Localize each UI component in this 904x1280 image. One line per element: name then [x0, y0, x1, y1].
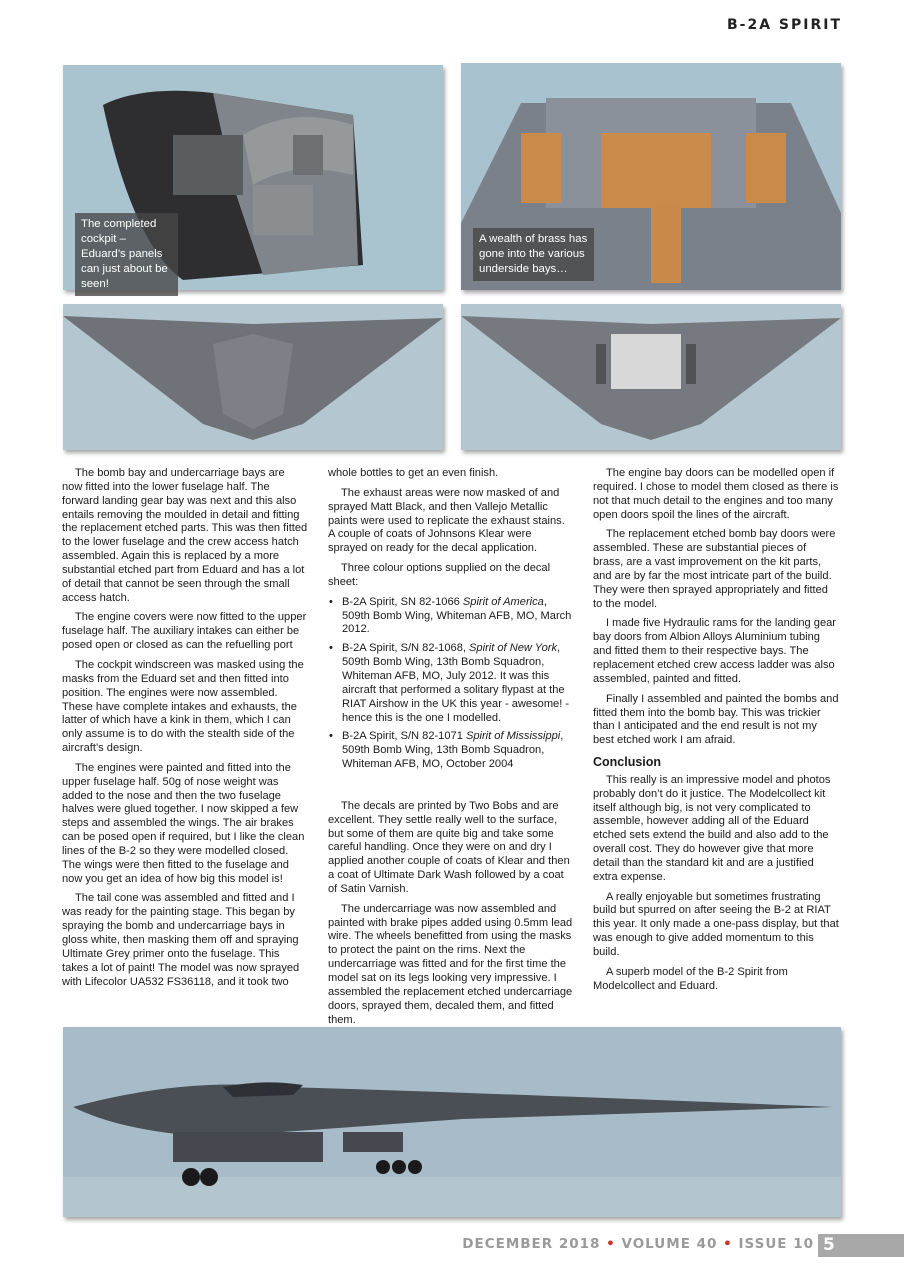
paragraph: A really enjoyable but sometimes frustrating build but spurred on after seeing the B-2 at RIAT this year. It only made a one-pass display, but that was enough to give added momentum to this build. [593, 890, 839, 958]
paragraph: Finally I assembled and painted the bombs and fitted them into the bomb bay. This was trickier than I anticipated and the end result is not my best etched work I am afraid. [593, 692, 839, 747]
text-column-1 [62, 467, 308, 995]
decal-options-list [328, 596, 574, 772]
paragraph: The tail cone was assembled and fitted and I was ready for the painting stage. This began by spraying the bomb and undercarriage bays in gloss white, then masking them off and spraying Ultimate Grey primer onto the fuselage. This takes a lot of paint! The model was now sprayed with Lifecolor UA532 FS36118, and it took two [62, 892, 300, 988]
issue-footer: DECEMBER 2018 • VOLUME 40 • ISSUE 10 [462, 1236, 814, 1252]
section-heading: Conclusion [593, 755, 662, 770]
paragraph: The undercarriage was now assembled and painted with brake pipes added using 0.5mm lead wire. The wheels benefitted from using the masks to protect the paint on the rims. Next the undercarriage was fitted and for the first time the model sat on its legs looking very impressive. I assembled the replacement etched undercarriage doors, sprayed them, decaled them, and fitted them. [328, 902, 573, 1026]
paragraph: The replacement etched bomb bay doors were assembled. These are substantial pieces of brass, are a vast improvement on the kit parts, and are by far the most intricate part of the build. They were then sprayed appropriately and fitted to the model. [593, 528, 836, 610]
paragraph: The engine covers were now fitted to the upper fuselage half. The auxiliary intakes can either be posed open or closed as can the refuelling port [62, 611, 307, 652]
underside-caption: A wealth of brass has gone into the various underside bays… [473, 228, 594, 281]
paragraph: The bomb bay and undercarriage bays are now fitted into the lower fuselage half. The forward landing gear bay was next and this also entails removing the moulded in detail and fitting the replacement etched parts. This was then fitted to the lower fuselage and the crew access hatch assembled. Again this is replaced by a more substantial etched part from Eduard and has a lot of detail that cannot be seen through the small access hatch. [62, 467, 308, 604]
paragraph: The decals are printed by Two Bobs and are excellent. They settle really well to the surface, but some of them are quite big and take some careful handling. Once they were on and dry I applied another couple of coats of Klear and then a coat of Ultimate Dark Wash followed by a coat of Satin Varnish. [328, 799, 570, 895]
paragraph: The exhaust areas were now masked of and sprayed Matt Black, and then Vallejo Metallic paints were used to replicate the exhaust stains. A couple of coats of Johnsons Klear were sprayed on ready for the decal application. [328, 486, 565, 555]
paragraph: whole bottles to get an even finish. [328, 467, 499, 479]
paragraph: The cockpit windscreen was masked using the masks from the Eduard set and then fitted into position. The engines were now assembled. These have complete intakes and exhausts, the latter of which have a kink in them, which I can only assume is to do with the stealth side of the aircraft’s design. [62, 658, 304, 755]
page-number: 5 [818, 1234, 904, 1257]
text-column-3 [593, 467, 839, 1000]
paragraph: This really is an impressive model and photos probably don’t do it justice. The Modelcollect kit itself although big, is not very complicated to assemble, however adding all of the Eduard etched sets extend the build and also add to the overall cost. They do however give that more detail than the standard kit and are a justified extra expense. [593, 773, 831, 883]
list-item: • B-2A Spirit, SN 82-1066 Spirit of America, 509th Bomb Wing, Whiteman AFB, MO, March 2012. [328, 596, 574, 638]
bottom-view-photo [461, 304, 841, 450]
side-view-photo [63, 1027, 841, 1217]
list-item: • B-2A Spirit, S/N 82-1071 Spirit of Mississippi, 509th Bomb Wing, 13th Bomb Squadron, Whiteman AFB, MO, October 2004 [328, 730, 574, 772]
paragraph: The engine bay doors can be modelled open if required. I chose to model them closed as there is not that much detail to the engines and too many open doors spoil the lines of the aircraft. [593, 467, 839, 521]
text-column-2 [328, 467, 574, 1033]
cockpit-caption: The completed cockpit – Eduard’s panels can just about be seen! [75, 213, 178, 296]
top-view-photo [63, 304, 443, 450]
paragraph: I made five Hydraulic rams for the landing gear bay doors from Albion Alloys Aluminium tubing and fitted them to their respective bays. The replacement etched crew access ladder was also assembled, painted and fitted. [593, 617, 836, 685]
running-header: B-2A SPIRIT [726, 17, 842, 33]
paragraph: The engines were painted and fitted into the upper fuselage half. 50g of nose weight was added to the nose and then the two fuselage halves were glued together. I now skipped a few steps and assembled the wings. The air brakes can be posed open if required, but I like the clean lines of the B-2 so they were modelled closed. The wings were then fitted to the fuselage and now you get an idea of how big this model is! [62, 761, 305, 885]
paragraph: Three colour options supplied on the decal sheet: [328, 562, 551, 588]
list-item: • B-2A Spirit, S/N 82-1068, Spirit of New York, 509th Bomb Wing, 13th Bomb Squadron, Whiteman AFB, MO, July 2012. It was this aircraft that performed a solitary flypast at the RIAT Airshow in the UK this year - awesome! - hence this is the one I modelled. [328, 642, 574, 725]
paragraph: A superb model of the B-2 Spirit from Modelcollect and Eduard. [593, 965, 788, 992]
